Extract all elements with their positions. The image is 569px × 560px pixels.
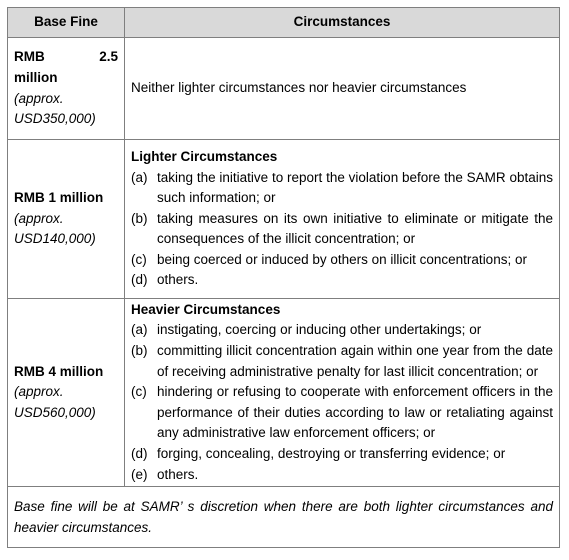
list-item — [131, 270, 553, 291]
fines-table — [7, 7, 560, 548]
heavier-fine-amount: RMB 4 million — [14, 363, 104, 379]
lighter-fine-amount: RMB 1 million — [14, 190, 104, 206]
list-item — [131, 444, 553, 465]
lighter-heading: Lighter Circumstances — [131, 148, 278, 164]
list-item — [131, 168, 553, 209]
item-text: taking measures on its own initiative to eliminate or mitigate the consequences of the illicit concentration; or — [157, 210, 553, 247]
item-label: (a) — [131, 322, 148, 338]
item-label: (c) — [131, 251, 147, 267]
item-label: (c) — [131, 384, 147, 400]
item-label: (d) — [131, 272, 148, 288]
heavier-fine-approx-usd: USD560,000) — [14, 404, 96, 420]
item-text: being coerced or induced by others on illicit concentrations; or — [157, 251, 527, 267]
base-fine-approx-usd: USD350,000) — [14, 111, 96, 127]
lighter-fine-approx-usd: USD140,000) — [14, 231, 96, 247]
table-row — [8, 38, 560, 140]
table-row — [8, 299, 560, 487]
header-base-fine: Base Fine — [8, 8, 125, 38]
item-text: committing illicit concentration again within one year from the date of receiving administrative penalty for last illicit concentration; or — [157, 343, 553, 379]
item-label: (e) — [131, 466, 148, 482]
item-label: (b) — [131, 210, 148, 226]
item-label: (a) — [131, 169, 148, 185]
base-fine-amount — [14, 47, 118, 68]
list-item — [131, 250, 553, 271]
header-circumstances: Circumstances — [125, 8, 560, 38]
lighter-fine-cell — [8, 140, 125, 299]
item-label: (b) — [131, 343, 148, 359]
base-fine-approx-label: (approx. — [14, 90, 64, 106]
heavier-fine-cell — [8, 299, 125, 487]
list-item — [131, 465, 553, 486]
heavier-circumstances-cell — [125, 299, 560, 487]
item-text: taking the initiative to report the violation before the SAMR obtains such information; or — [157, 169, 553, 206]
item-text: others. — [157, 466, 199, 482]
item-text: others. — [157, 272, 199, 288]
item-text: forging, concealing, destroying or transferring evidence; or — [157, 445, 506, 461]
lighter-circumstances-cell — [125, 140, 560, 299]
list-item — [131, 341, 553, 382]
base-fine-unit: million — [14, 69, 58, 85]
base-fine-cell — [8, 38, 125, 140]
table-row — [8, 140, 560, 299]
base-fine-number: 2.5 — [99, 49, 118, 65]
neutral-circumstance: Neither lighter circumstances nor heavier circumstances — [131, 80, 467, 96]
item-text: instigating, coercing or inducing other undertakings; or — [157, 322, 482, 338]
circumstance-cell — [125, 38, 560, 140]
footnote-row — [8, 487, 560, 548]
item-label: (d) — [131, 445, 148, 461]
lighter-fine-approx-label: (approx. — [14, 210, 64, 226]
footnote: Base fine will be at SAMR’ s discretion when there are both lighter circumstances and heavier circumstances. — [8, 487, 560, 548]
base-fine-currency: RMB — [14, 49, 45, 65]
heavier-fine-approx-label: (approx. — [14, 384, 64, 400]
list-item — [131, 382, 553, 444]
heavier-heading: Heavier Circumstances — [131, 301, 281, 317]
header-row — [8, 8, 560, 38]
list-item — [131, 209, 553, 250]
list-item — [131, 320, 553, 341]
item-text: hindering or refusing to cooperate with enforcement officers in the performance of their duties according to law or retaliating against any administrative law enforcement officers; or — [157, 384, 553, 441]
